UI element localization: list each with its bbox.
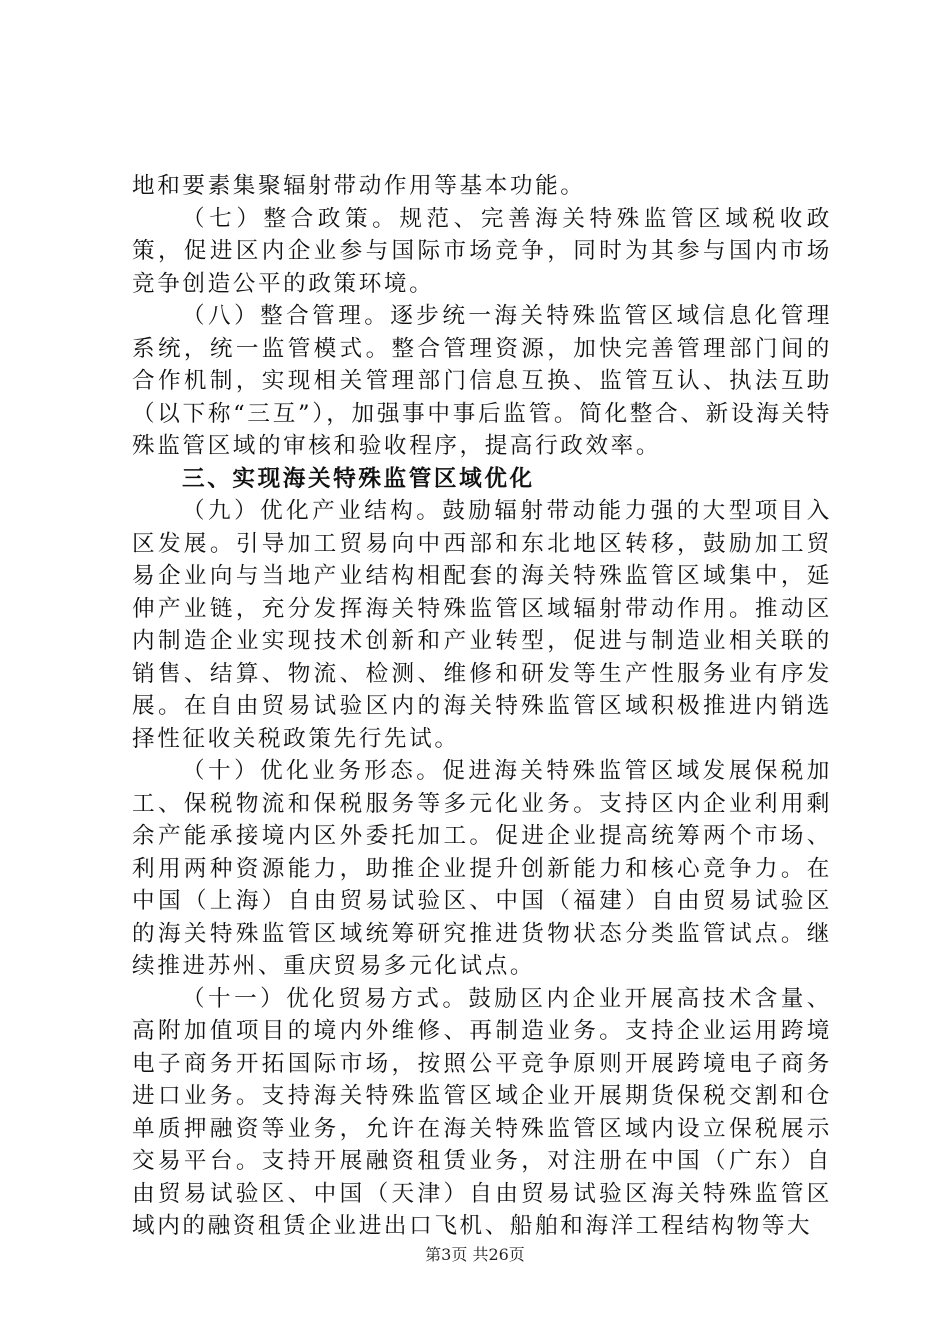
paragraph-optimize-business: （十）优化业务形态。促进海关特殊监管区域发展保税加工、保税物流和保税服务等多元化业务。支持区内企业利用剩余产能承接境内区外委托加工。促进企业提高统筹两个市场、利用两种资源能力，助推企业提升创新能力和核心竞争力。在中国（上海）自由贸易试验区、中国（福建）自由贸易试验区的海关特殊监管区域统筹研究推进货物状态分类监管试点。继续推进苏州、重庆贸易多元化试点。 — [132, 758, 832, 979]
section-heading: 三、实现海关特殊监管区域优化 — [182, 465, 535, 492]
page-number-indicator: 第3页 共26页 — [425, 1245, 525, 1264]
document-body — [132, 170, 832, 1243]
paragraph-continued: 地和要素集聚辐射带动作用等基本功能。 — [132, 173, 586, 199]
paragraph-optimize-industry: （九）优化产业结构。鼓励辐射带动能力强的大型项目入区发展。引导加工贸易向中西部和东北地区转移，鼓励加工贸易企业向与当地产业结构相配套的海关特殊监管区域集中，延伸产业链，充分发挥海关特殊监管区域辐射带动作用。推动区内制造企业实现技术创新和产业转型，促进与制造业相关联的销售、结算、物流、检测、维修和研发等生产性服务业有序发展。在自由贸易试验区内的海关特殊监管区域积极推进内销选择性征收关税政策先行先试。 — [132, 498, 832, 752]
paragraph-integrate-policy: （七）整合政策。规范、完善海关特殊监管区域税收政策，促进区内企业参与国际市场竞争，同时为其参与国内市场竞争创造公平的政策环境。 — [132, 205, 832, 297]
page-footer — [0, 1244, 950, 1266]
paragraph-integrate-management: （八）整合管理。逐步统一海关特殊监管区域信息化管理系统，统一监管模式。整合管理资源，加快完善管理部门间的合作机制，实现相关管理部门信息互换、监管互认、执法互助（以下称“三互”），加强事中事后监管。简化整合、新设海关特殊监管区域的审核和验收程序，提高行政效率。 — [132, 303, 832, 459]
paragraph-optimize-trade: （十一）优化贸易方式。鼓励区内企业开展高技术含量、高附加值项目的境内外维修、再制造业务。支持企业运用跨境电子商务开拓国际市场，按照公平竞争原则开展跨境电子商务进口业务。支持海关特殊监管区域企业开展期货保税交割和仓单质押融资等业务，允许在海关特殊监管区域内设立保税展示交易平台。支持开展融资租赁业务，对注册在中国（广东）自由贸易试验区、中国（天津）自由贸易试验区海关特殊监管区域内的融资租赁企业进出口飞机、船舶和海洋工程结构物等大 — [132, 985, 832, 1239]
